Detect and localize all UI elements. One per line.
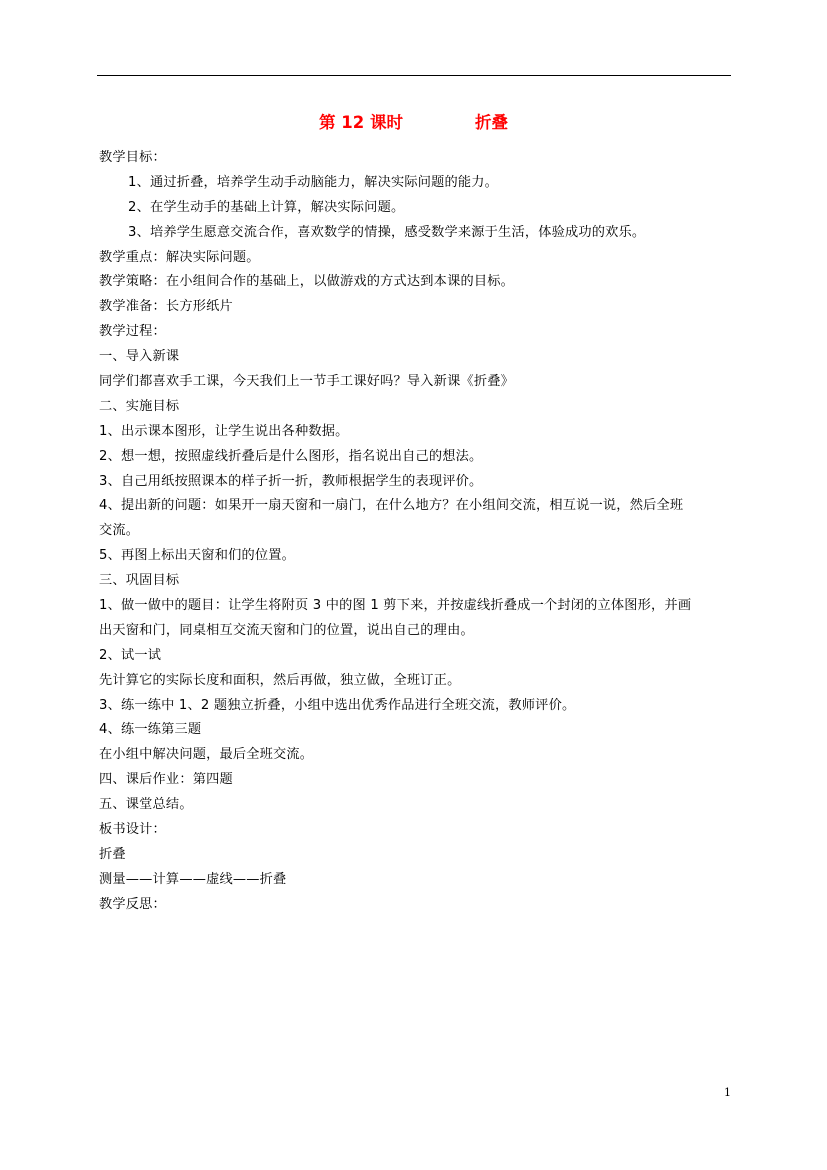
text-line: 教学重点：解决实际问题。: [99, 249, 260, 265]
text-line: 先计算它的实际长度和面积，然后再做，独立做，全班订正。: [99, 672, 461, 688]
text-line: 1、通过折叠，培养学生动手动脑能力，解决实际问题的能力。: [128, 174, 499, 190]
text-line: 1、出示课本图形，让学生说出各种数据。: [99, 423, 349, 439]
text-line: 4、练一练第三题: [99, 722, 202, 738]
text-line: 板书设计：: [99, 822, 166, 838]
text-line: 教学反思：: [99, 896, 166, 912]
text-line: 5、再图上标出天窗和们的位置。: [99, 548, 296, 564]
text-line: 测量——计算——虚线——折叠: [99, 871, 287, 887]
text-line: 教学目标：: [99, 150, 166, 165]
text-line: 一、导入新课: [99, 349, 180, 365]
text-line: 教学过程：: [99, 324, 166, 340]
text-line: 教学策略：在小组间合作的基础上，以做游戏的方式达到本课的目标。: [99, 274, 515, 290]
text-line: 五、课堂总结。: [99, 797, 193, 813]
text-line: 1、做一做中的题目：让学生将附页 3 中的图 1 剪下来，并按虚线折叠成一个封闭的立体图形，并画: [99, 598, 692, 614]
text-line: 2、在学生动手的基础上计算，解决实际问题。: [128, 199, 405, 215]
text-line: 3、自己用纸按照课本的样子折一折，教师根据学生的表现评价。: [99, 473, 483, 489]
page-number: 1: [724, 1086, 731, 1099]
text-line: 3、练一练中 1、2 题独立折叠，小组中选出优秀作品进行全班交流，教师评价。: [99, 697, 576, 713]
text-line: 教学准备：长方形纸片: [99, 299, 233, 315]
text-line: 交流。: [99, 523, 140, 539]
text-line: 四、课后作业：第四题: [99, 772, 233, 788]
document-body: [99, 146, 733, 918]
text-line: 2、试一试: [99, 647, 162, 663]
text-line: 在小组中解决问题，最后全班交流。: [99, 747, 314, 763]
text-line: 出天窗和门，同桌相互交流天窗和门的位置，说出自己的理由。: [99, 622, 474, 638]
text-line: 3、培养学生愿意交流合作，喜欢数学的情操，感受数学来源于生活，体验成功的欢乐。: [128, 224, 646, 240]
text-line: 2、想一想，按照虚线折叠后是什么图形，指名说出自己的想法。: [99, 448, 483, 464]
text-line: 三、巩固目标: [99, 573, 180, 589]
text-line: 二、实施目标: [99, 398, 180, 414]
document-title: [0, 111, 827, 135]
text-line: 同学们都喜欢手工课，今天我们上一节手工课好吗？导入新课《折叠》: [99, 374, 515, 390]
title-lesson: 第 12 课时: [319, 113, 403, 132]
header-rule: [97, 75, 731, 76]
title-topic: 折叠: [474, 113, 508, 132]
text-line: 4、提出新的问题：如果开一扇天窗和一扇门，在什么地方？在小组间交流，相互说一说，然后全班: [99, 498, 684, 514]
text-line: 折叠: [99, 846, 126, 862]
